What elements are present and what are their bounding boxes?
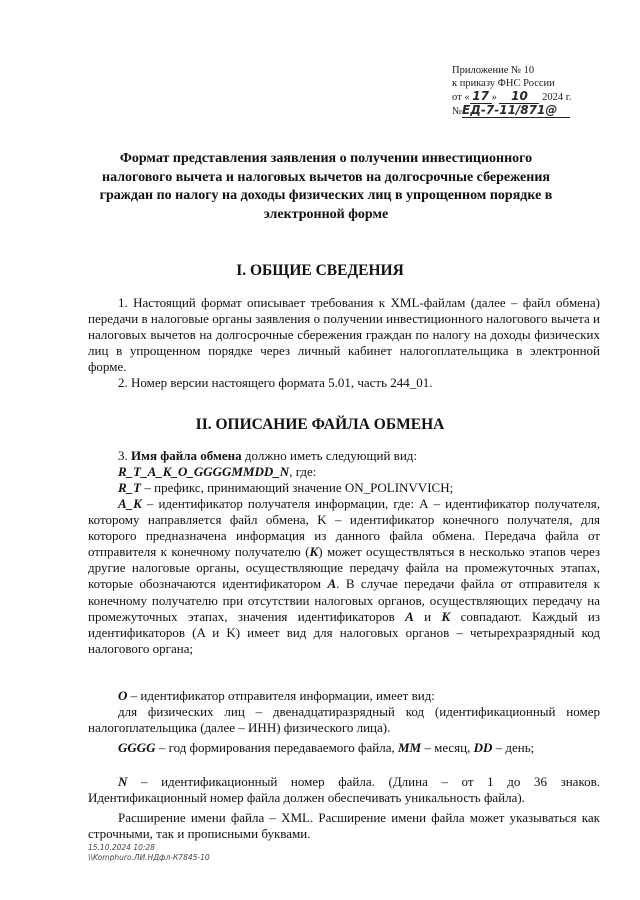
k-identifier-2: K xyxy=(441,608,451,624)
file-id-definition xyxy=(88,774,600,806)
paragraph-3-rest: должно иметь следующий вид: xyxy=(241,448,418,463)
extension-paragraph: Расширение имени файла – XML. Расширение имени файла может указываться как строчными, так и прописными буквами. xyxy=(88,810,600,841)
a-identifier-1: A xyxy=(327,576,337,592)
sender-definition xyxy=(88,688,600,704)
paragraph-3 xyxy=(88,448,600,464)
document-title: Формат представления заявления о получении инвестиционного налогового вычета и налоговых вычетов на долгосрочные сбережения граждан по налогу на доходы физических лиц в упрощенном порядке в электронной форме xyxy=(99,151,553,222)
day-code: DD xyxy=(473,740,493,755)
footer-timestamp: 15.10.2024 10:28 xyxy=(88,843,155,852)
paragraph-3-number: 3. xyxy=(118,448,131,463)
section-2-heading: II. ОПИСАНИЕ ФАЙЛА ОБМЕНА xyxy=(195,416,445,433)
footer-path: \\Komphuro.ЛИ.НДфл-К7845-10 xyxy=(88,853,210,862)
recipient-text-4: совпадают. Каждый из идентификаторов (A и K) имеет вид для налоговых органов – четырехразрядный код налогового органа; xyxy=(88,608,600,656)
and-word: и xyxy=(413,608,442,624)
file-id-code: N xyxy=(118,774,128,789)
approval-year: 2024 г. xyxy=(542,92,572,103)
file-id-text: – идентификационный номер файла. (Длина – от 1 до 36 знаков. Идентификационный номер файла должен обеспечивать уникальность файла). xyxy=(88,774,600,805)
recipient-code: A_K xyxy=(118,496,142,511)
file-name-term: Имя файла обмена xyxy=(131,448,242,463)
approval-number-prefix: № xyxy=(452,106,463,117)
paragraph-1: 1. Настоящий формат описывает требования к XML-файлам (далее – файл обмена) передачи в налоговые органы заявления о получении инвестиционного налогового вычета и налоговых вычетов на долгосрочные сбережения граждан по налогу на доходы физических лиц в упрощенном порядке через личный кабинет налогоплательщика в электронной форме. xyxy=(88,295,600,374)
approval-number-line xyxy=(452,104,571,118)
handwritten-month: 10 xyxy=(499,90,539,104)
approval-line-2: к приказу ФНС России xyxy=(452,78,555,89)
file-name-pattern-line xyxy=(88,464,600,480)
sender-text: – идентификатор отправителя информации, имеет вид: xyxy=(127,688,435,703)
recipient-text-3: . В случае передачи файла от отправителя к конечному получателю при отсутствии налоговых органов, осуществляющих передачу на промежуточных этапах, значения идентификаторов xyxy=(88,576,600,624)
file-name-pattern-suffix: , где: xyxy=(289,464,317,479)
approval-line-1: Приложение № 10 xyxy=(452,65,535,76)
recipient-definition xyxy=(88,496,600,657)
footer-note xyxy=(88,843,210,863)
month-code: MM xyxy=(397,740,422,755)
a-identifier-2: A xyxy=(405,608,414,624)
year-text: – год формирования передаваемого файла, xyxy=(155,740,398,755)
approval-from-prefix: от « xyxy=(452,92,470,103)
day-text: – день; xyxy=(492,740,535,755)
section-1-heading: I. ОБЩИЕ СВЕДЕНИЯ xyxy=(236,262,404,279)
date-definition xyxy=(88,740,600,756)
approval-stamp xyxy=(452,64,571,118)
recipient-text-2: ) может осуществляться в несколько этапов через другие налоговые органы, осуществляющие передачу файла на промежуточных этапах, которые обозначаются идентификатором xyxy=(88,544,601,592)
sender-detail: для физических лиц – двенадцатиразрядный код (идентификационный номер налогоплательщика (далее – ИНН) физического лица). xyxy=(88,704,600,735)
approval-quote-close: » xyxy=(491,92,497,103)
sender-code: O xyxy=(118,688,128,703)
month-text: – месяц, xyxy=(421,740,474,755)
k-identifier-1: K xyxy=(309,544,319,560)
prefix-code: R_T xyxy=(118,480,142,495)
paragraph-2: 2. Номер версии настоящего формата 5.01, часть 244_01. xyxy=(118,375,433,390)
handwritten-day: 17 xyxy=(470,90,492,104)
approval-date-line xyxy=(452,90,571,104)
year-code: GGGG xyxy=(118,740,156,755)
prefix-text: – префикс, принимающий значение ON_POLINVVICH; xyxy=(141,480,454,495)
prefix-definition xyxy=(88,480,600,496)
handwritten-number: ЕД-7-11/871@ xyxy=(462,104,570,118)
recipient-text-1: – идентификатор получателя информации, где: А – идентификатор получателя, которому направляется файл обмена, K – идентификатор конечного получателя, для которого предназначена информация из данного файла обмена. Передача файла от отправителя к конечному получателю ( xyxy=(88,496,600,560)
file-name-pattern: R_T_A_K_O_GGGGMMDD_N xyxy=(118,464,290,479)
